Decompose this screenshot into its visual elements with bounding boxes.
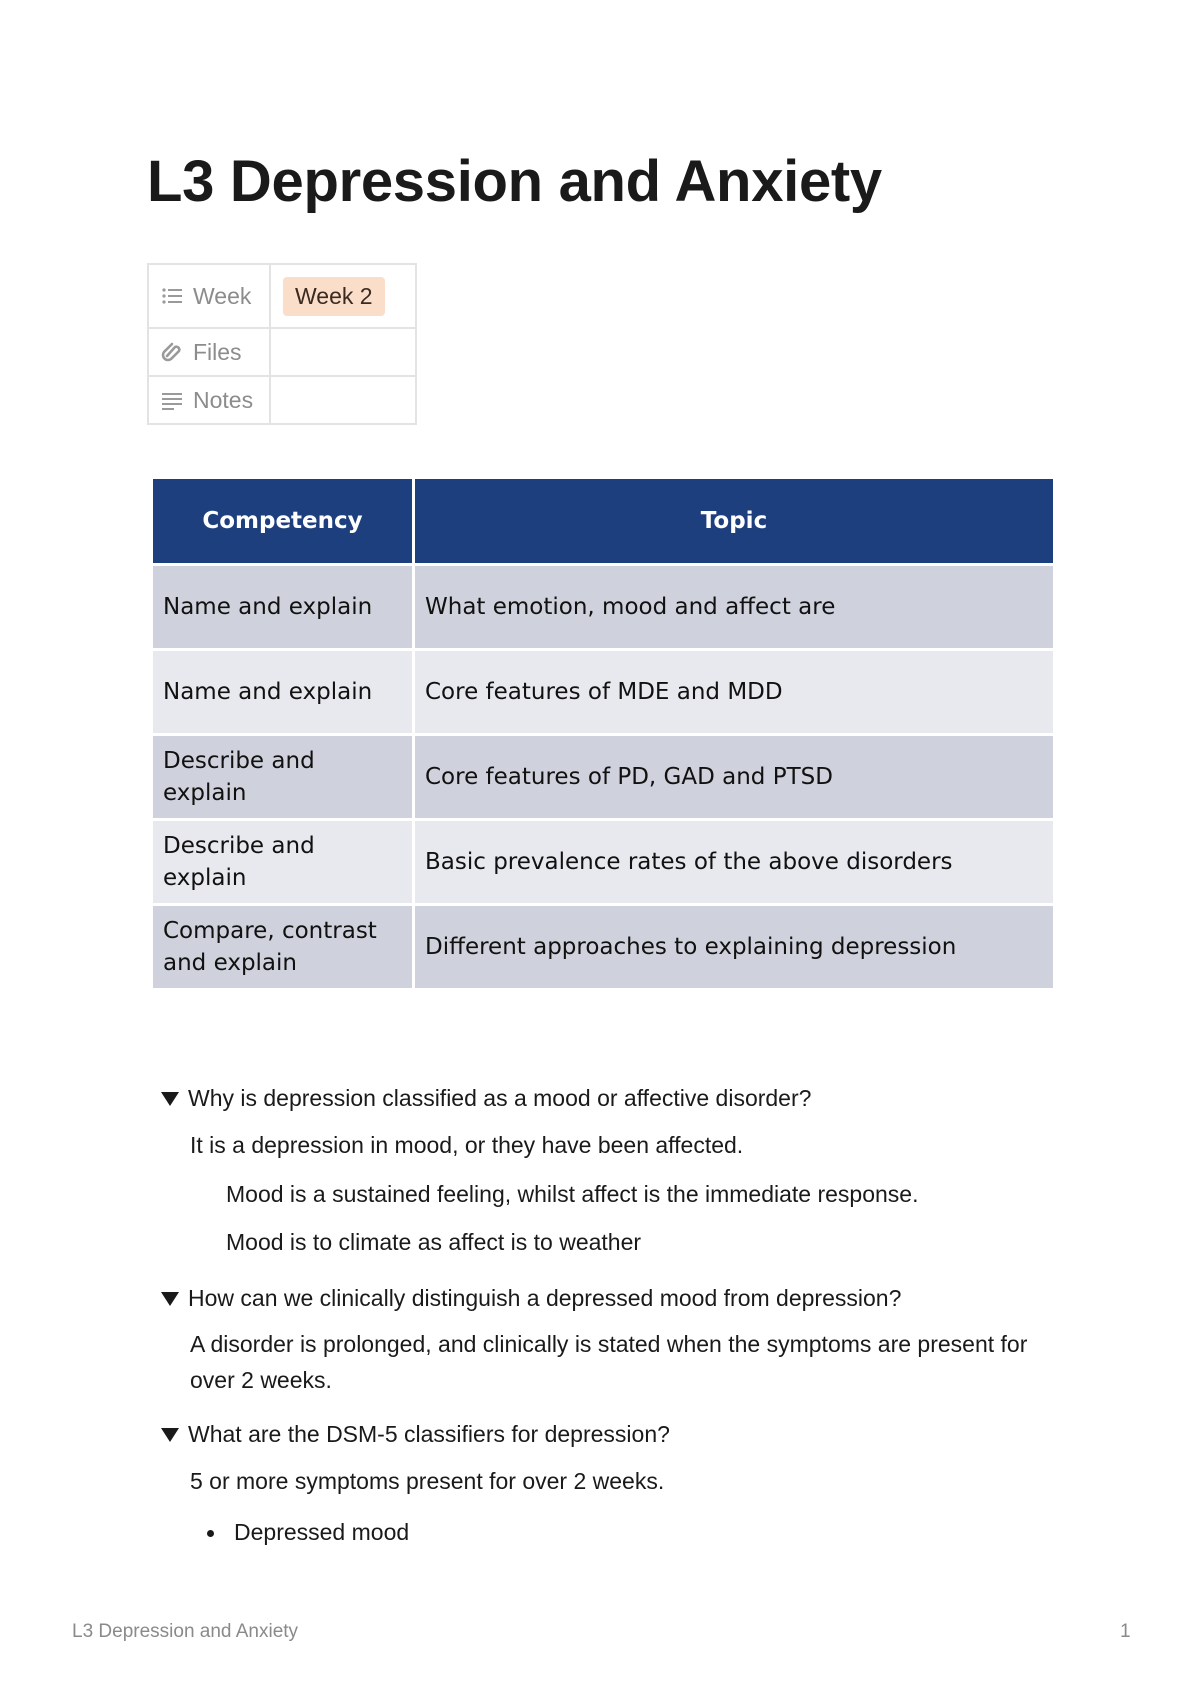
week-tag[interactable]: Week 2 (283, 277, 385, 316)
property-row-notes (148, 376, 416, 424)
competency-table (153, 479, 1053, 991)
table-row (153, 906, 1053, 991)
toggle-answer: It is a depression in mood, or they have been affected. (190, 1132, 744, 1158)
column-header-competency: Competency (153, 479, 415, 566)
column-header-topic: Topic (415, 479, 1053, 566)
competency-cell: Name and explain (153, 566, 415, 651)
topic-cell: Core features of MDE and MDD (415, 651, 1053, 736)
competency-cell: Describe and explain (153, 821, 415, 906)
property-row-files (148, 328, 416, 376)
competency-cell: Describe and explain (153, 736, 415, 821)
files-value[interactable] (270, 328, 416, 376)
footer-title: L3 Depression and Anxiety (72, 1621, 299, 1642)
toggle-answer: A disorder is prolonged, and clinically is stated when the symptoms are present for over 2 weeks. (190, 1331, 1028, 1393)
table-row (153, 651, 1053, 736)
topic-cell: What emotion, mood and affect are (415, 566, 1053, 651)
lines-icon (161, 389, 183, 411)
property-row-week (148, 264, 416, 328)
bullet-icon (207, 1530, 214, 1537)
toggle-triangle-icon[interactable] (161, 1092, 179, 1106)
topic-cell: Core features of PD, GAD and PTSD (415, 736, 1053, 821)
page-title: L3 Depression and Anxiety (147, 149, 882, 214)
toggle-question-text: Why is depression classified as a mood or affective disorder? (188, 1085, 812, 1111)
competency-cell: Name and explain (153, 651, 415, 736)
toggle-question-dsm5[interactable] (161, 1421, 670, 1448)
topic-cell: Different approaches to explaining depression (415, 906, 1053, 991)
table-row (153, 736, 1053, 821)
toggle-detail: Mood is to climate as affect is to weather (226, 1229, 642, 1255)
toggle-triangle-icon[interactable] (161, 1292, 179, 1306)
table-header-row (153, 479, 1053, 566)
properties-table (147, 263, 417, 425)
topic-cell: Basic prevalence rates of the above disorders (415, 821, 1053, 906)
table-row (153, 566, 1053, 651)
list-icon (161, 285, 183, 307)
competency-cell: Compare, contrast and explain (153, 906, 415, 991)
property-label: Files (193, 338, 242, 365)
page-number: 1 (1120, 1621, 1131, 1642)
table-row (153, 821, 1053, 906)
list-item: Depressed mood (234, 1519, 410, 1545)
toggle-triangle-icon[interactable] (161, 1428, 179, 1442)
toggle-question-text: What are the DSM-5 classifiers for depression? (188, 1421, 670, 1447)
property-label: Notes (193, 386, 254, 413)
toggle-question-text: How can we clinically distinguish a depressed mood from depression? (188, 1285, 902, 1311)
property-label: Week (193, 282, 252, 309)
toggle-question-mood-disorder[interactable] (161, 1085, 811, 1112)
paperclip-icon (161, 341, 183, 363)
notes-value[interactable] (270, 376, 416, 424)
toggle-detail: Mood is a sustained feeling, whilst affect is the immediate response. (226, 1181, 919, 1207)
toggle-answer: 5 or more symptoms present for over 2 weeks. (190, 1468, 665, 1494)
toggle-question-distinguish[interactable] (161, 1285, 901, 1312)
